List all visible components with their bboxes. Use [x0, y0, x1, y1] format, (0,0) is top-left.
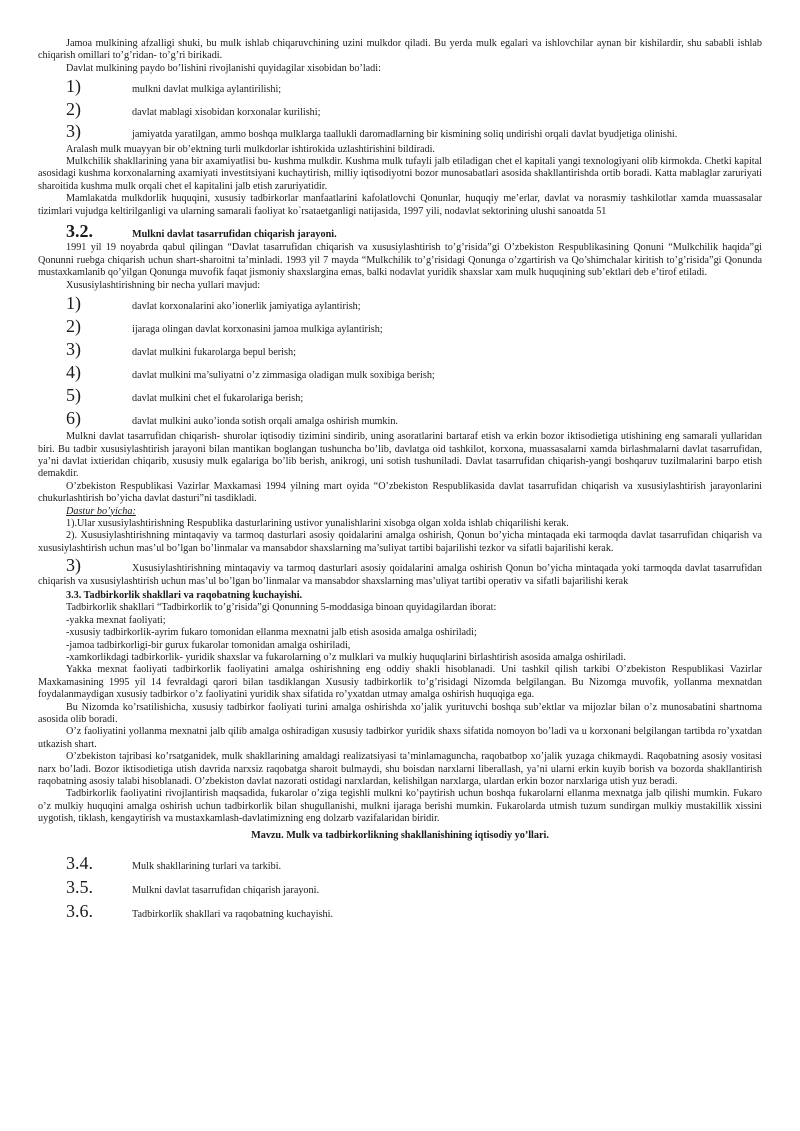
toc-text: Tadbirkorlik shakllari va raqobatning kuchayishi.	[132, 909, 334, 921]
paragraph: Tadbirkorlik faoliyatini rivojlantirish maqsadida, fukarolar o’ziga tegishli mulkni ko’paytirish uchun boshqa fukarolarni ellanma mexnatga jalb qilishi mumkin. Fukaro o’z mulkiy huquqini amalga oshirish uchun tadbirkorlik bilan shugullanishi, mulkni ijaraga berishi mumkin. Fukarolarda utmish tuzum sundirgan mulkiy mustakillik xissini uygotish, tiklash, kengaytirish va mustaxkamlash-davlatimizning eng dolzarb vazifalaridan biridir.	[38, 788, 762, 825]
list-item	[38, 122, 762, 141]
list-item	[38, 362, 762, 383]
paragraph: O’z faoliyatini yollanma mexnatni jalb qilib amalga oshiradigan xususiy tadbirkor yuridik shaxs sifatida nomoyon bo’ladi va u korxonani belgilangan tartibda ro’yxatdan utkazish shart.	[38, 726, 762, 750]
list-item	[38, 293, 762, 314]
paragraph: Jamoa mulkining afzalligi shuki, bu mulk ishlab chiqaruvchining uzini mulkdor qiladi. Bu yerda mulk egalari va ishlovchilar aynan bir kishilardir, shu sababli ishlab chiqarish omillari to’g’ridan- to’g’ri birikadi.	[38, 38, 762, 62]
toc-number: 3.5.	[66, 877, 93, 898]
section-heading: 3.3. Tadbirkorlik shakllari va raqobatning kuchayishi.	[66, 589, 303, 601]
list-item	[38, 76, 762, 97]
paragraph: Bu Nizomda ko’rsatilishicha, xususiy tadbirkor faoliyati turini amalga oshirishda xo’jalik yurituvchi boshqa sub’ektlar va mijozlar bilan o’z munosabatini shartnoma asosida olib boradi.	[38, 701, 762, 726]
topic-title: Mavzu. Mulk va tadbirkorlikning shakllanishining iqtisodiy yo’llari.	[251, 829, 549, 841]
toc-text: Mulk shakllarining turlari va tarkibi.	[132, 861, 282, 873]
list-text: davlat mablagi xisobidan korxonalar kurilishi;	[132, 107, 321, 119]
list-number: 3)	[66, 121, 81, 142]
list-number: 3)	[66, 339, 81, 360]
section-heading	[38, 221, 762, 241]
paragraph: O’zbekiston Respublikasi Vazirlar Maxkamasi 1994 yilning mart oyida “O’zbekiston Respublikasida davlat tasarrufidan chiqarish va xususiylashtirish jarayonlarini chukurlashtirish bo’yicha davlat dasturi”ni tasdikladi.	[38, 480, 762, 505]
list-number: 1)	[66, 293, 81, 314]
list-number: 2)	[66, 99, 81, 120]
dastur-label-text: Dastur bo’yicha:	[66, 505, 136, 517]
list-text: davlat mulkini fukarolarga bepul berish;	[132, 347, 296, 359]
list-item	[38, 99, 762, 120]
list-text: davlat mulkini chet el fukarolariga berish;	[132, 393, 304, 405]
paragraph: Tadbirkorlik shakllari “Tadbirkorlik to’g’risida”gi Qonunning 5-moddasiga binoan quyidagilardan iborat:	[66, 602, 497, 614]
list-number: 3)	[66, 555, 81, 576]
toc-item	[38, 876, 762, 898]
list-number: 4)	[66, 362, 81, 383]
paragraph: Mamlakatda mulkdorlik huquqini, xususiy tadbirkorlar manfaatlarini kafolatlovchi Qonunlar, huquqiy me’erlar, davlat va norasmiy tashkilotlar xamda muassasalar tizimlari vujudga keltirilganligi va ularning samarali faoliyat ko`rsataetganligi natijasida, 1997 yili, nodavlat sektorining ulushi sanoatda 51	[38, 193, 762, 217]
list-text: davlat mulkini auko’ionda sotish orqali amalga oshirish mumkin.	[132, 416, 398, 428]
list-item	[38, 385, 762, 406]
list-number: 6)	[66, 408, 81, 429]
paragraph: -jamoa tadbirkorligi-bir gurux fukarolar tomonidan amalga oshiriladi,	[66, 639, 351, 651]
paragraph: Aralash mulk muayyan bir ob’ektning turli mulkdorlar ishtirokida uzlashtirishini bildiradi.	[66, 143, 435, 155]
list-text: Xususiylashtirishning mintaqaviy va tarmoq dasturlari asosiy qoidalarini amalga oshirish Qonun bo’yicha mintaqada yoki tarmoqda davlat tasarrufidan chiqarish va xususiylashtirish uchun mas’ul bo’lgan bo’linmalar va mansabdor shaxslarning mas’uliyat tartibi operativ va sifatli bajarilishi kerak	[38, 563, 762, 587]
paragraph: 2). Xususiylashtirishning mintaqaviy va tarmoq dasturlari asosiy qoidalarini amalga oshirish, Qonun bo’yicha mintaqada eki tarmoqda davlat tasarrufidan chiqarish va xususiylashtirish uchun mas’ul bo’lgan bo’linmalar va mansabdor shaxslarning ma’suliyat tartibi bajarilishi tezkor va sifatli bajarilishi kerak.	[38, 530, 762, 554]
paragraph: -xususiy tadbirkorlik-ayrim fukaro tomonidan ellanma mexnatni jalb etish asosida amalga oshiriladi;	[66, 627, 477, 639]
section-title: Mulkni davlat tasarrufidan chiqarish jarayoni.	[132, 229, 337, 241]
list-item	[38, 408, 762, 429]
paragraph: Yakka mexnat faoliyati tadbirkorlik faoliyatini amalga oshirishning eng oddiy shakli hisoblanadi. Uni tashkil qilish tarkibi O’zbekiston Respublikasi Vazirlar Maxkamasining 1995 yil 14 fevraldagi qarori bilan tasdiklangan Xususiy tadbirkorlik to’g’risidagi Nizomda belgilangan. Bu Nizomga muvofik, yollanma mexnatdan foydalanmaydigan xususiy tadbirkor o’z faoliyatini yuridik shax sifatida ro’yxatdan utmay amalga oshirish huquqiga ega.	[38, 664, 762, 701]
toc-number: 3.6.	[66, 901, 93, 922]
section-number: 3.2.	[66, 221, 93, 242]
toc-item	[38, 852, 762, 874]
toc-text: Mulkni davlat tasarrufidan chiqarish jarayoni.	[132, 885, 319, 897]
toc-number: 3.4.	[66, 853, 93, 874]
list-item	[38, 339, 762, 360]
paragraph: Xususiylashtirishning bir necha yullari mavjud:	[66, 279, 261, 291]
dastur-label	[38, 506, 762, 518]
list-text: davlat korxonalarini ako’ionerlik jamiyatiga aylantirish;	[132, 301, 361, 313]
list-number: 2)	[66, 316, 81, 337]
toc-item	[38, 900, 762, 922]
list-number: 1)	[66, 76, 81, 97]
paragraph: Davlat mulkining paydo bo’lishini rivojlanishi quyidagilar xisobidan bo’ladi:	[66, 62, 381, 74]
list-text: davlat mulkini ma’suliyatni o’z zimmasiga oladigan mulk soxibiga berish;	[132, 370, 435, 382]
list-item	[38, 556, 762, 588]
paragraph: 1).Ular xususiylashtirishning Respublika dasturlarining ustivor yunalishlarini xisobga olgan xolda ishlab chiqarilishi kerak.	[66, 517, 569, 529]
list-text: ijaraga olingan davlat korxonasini jamoa mulkiga aylantirish;	[132, 324, 383, 336]
document-page	[38, 38, 762, 924]
paragraph: Mulkchilik shakllarining yana bir axamiyatlisi bu- kushma mulkdir. Kushma mulk tufayli jalb etiladigan chet el kapitali yangi texnologiyani olib kirmokda. Chetki kapital asosidagi kushma korxonalarning axamiyati investitsiyani kuchaytirish, milliy iqtisodiyotni bozor munosabatlari asosida shakllantirishda ortib boradi. Katta mablaglar zaruriyati sharoitida kushma mulk orqali chet el kapitalini jalb etish zaruriyatidir.	[38, 156, 762, 192]
list-text: jamiyatda yaratilgan, ammo boshqa mulklarga taallukli daromadlarning bir kismining soliq undirishi orqali davlat byudjetiga olinishi.	[132, 129, 678, 141]
list-number: 5)	[66, 385, 81, 406]
list-item	[38, 316, 762, 337]
paragraph: -xamkorlikdagi tadbirkorlik- yuridik shaxslar va fukarolarning o’z mulklari va mulkiy huquqlarini birlashtirish asosida amalga oshiriladi.	[66, 652, 626, 663]
paragraph: -yakka mexnat faoliyati;	[66, 614, 166, 626]
paragraph: O’zbekiston tajribasi ko’rsatganidek, mulk shakllarining amaldagi realizatsiyasi ta’minlamaguncha, raqobatbop xo’jalik yuzaga chikmaydi. Raqobatning asosiy vositasi narx bo’ladi. Bozor iktisodietiga utish davrida narxsiz raqobatga sharoit bulmaydi, shu boisdan narxlarni liberallash, ya’ni ularni erkin kuyib borish va bozorda shakllantirish raqobatning asosiy talabi hisoblanadi. O’zbekiston davlat nazorati ostidagi narxlardan, kelishilgan narxlarga, ulardan erkin bozor narxlariga utish yuz beradi.	[38, 751, 762, 788]
paragraph: Mulkni davlat tasarrufidan chiqarish- shurolar iqtisodiy tizimini sindirib, uning asoratlarini bartaraf etish va erkin bozor iktisodietiga utishining eng samarali yullaridan biri. Bu tadbir xususiylashtirish jarayoni bilan mantikan boglangan tushuncha bo’lib, davlatga oid tashkilot, korxona, muassasalarni xamda birlashmalarni davlat tasarrufidan, ya’ni davlat ixtieridan chiqarib, xususiy mulk egalariga bo’lib berish, anikrogi, uni sotish tushuniladi. Davlat tasarrufidan chiqarish-yangi boshqaruv tuzilmalarini barpo etish demakdir.	[38, 431, 762, 480]
paragraph: 1991 yil 19 noyabrda qabul qilingan “Davlat tasarrufidan chiqarish va xususiylashtirish to’g’risida”gi O’zbekiston Respublikasining Qonuni “Mulkchilik haqida”gi Qonunni ruebga chiqarish uchun shart-sharoitni ta’minladi. 1993 yil 7 mayda “Mulkchilik to’g’risidagi Qonunga o’zgartirish va Qo’shimchalar kiritish to’g’risida”gi Qonunda mustaxkamlanib qo’yilgan Qonunga muvofik faqat jismoniy shaxslargina emas, balki nodavlat yuridik shaxslar xam mulk huquqining sub’ektlari deb e’tirof etiladi.	[38, 242, 762, 279]
list-text: mulkni davlat mulkiga aylantirilishi;	[132, 84, 282, 96]
